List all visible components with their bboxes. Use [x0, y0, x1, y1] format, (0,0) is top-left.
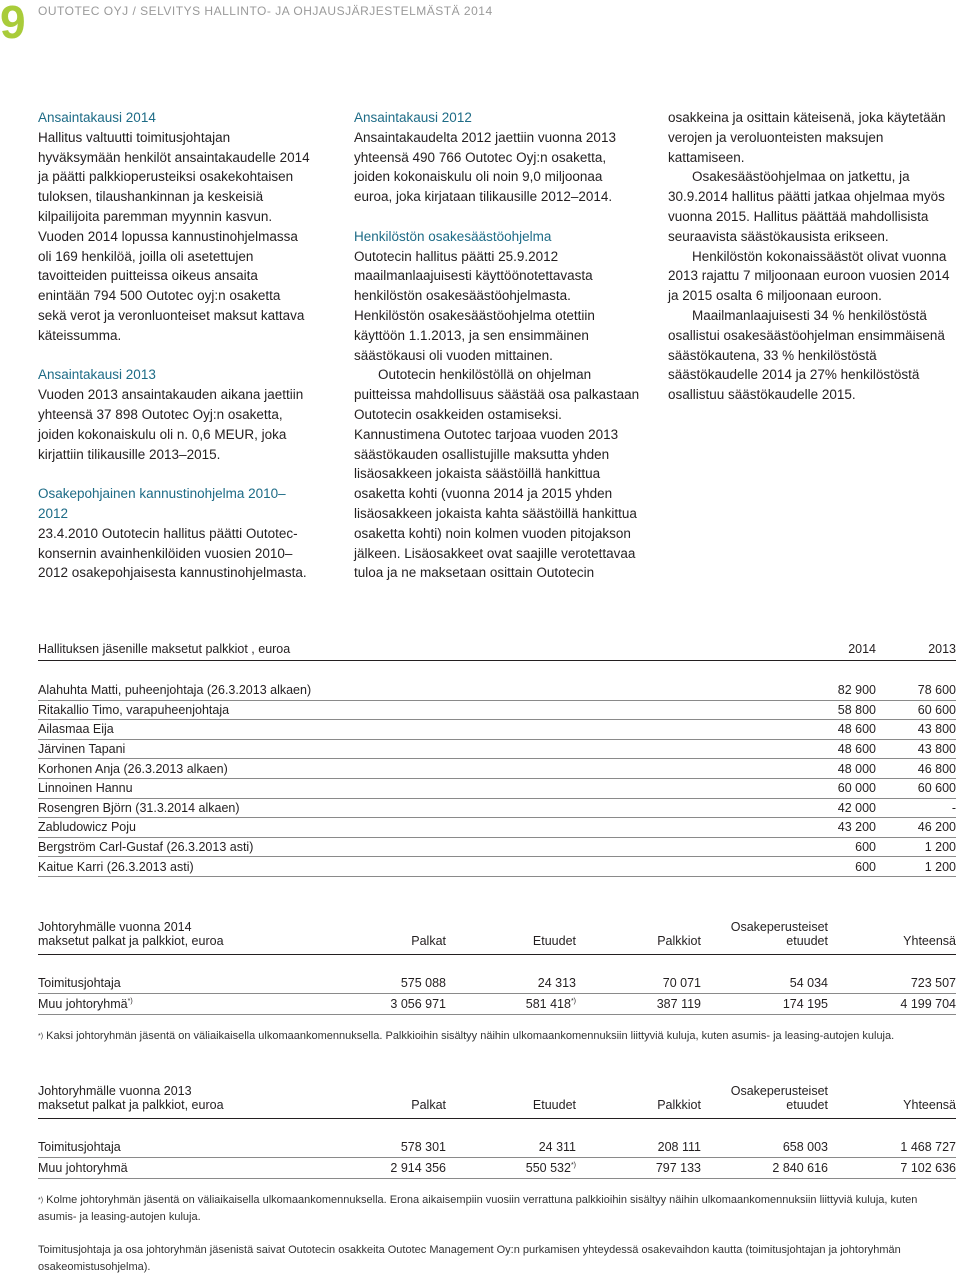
- column-header-2013: 2013: [928, 642, 956, 656]
- column-header-palkat: Palkat: [411, 1098, 446, 1112]
- heading-osakesaastoohjelma: Henkilöstön osakesäästöohjelma: [354, 228, 552, 244]
- closing-note: Toimitusjohtaja ja osa johtoryhmän jäsenistä saivat Outotecin osakkeita Outotec Management Oy:n purkamisen yhteydessä osakevaihdon kautta (toimitusjohtajan ja johtoryhmän osakeomistusohjelma).: [38, 1244, 901, 1273]
- column-header-etuudet: Etuudet: [532, 1098, 576, 1112]
- page-number: 9: [0, 0, 24, 48]
- table-row: Bergström Carl-Gustaf (26.3.2013 asti) 600 1 200: [38, 837, 956, 857]
- table-row: Muu johtoryhmä*) 3 056 971 581 418*) 387 119 174 195 4 199 704: [38, 994, 956, 1015]
- footnote-2014: *) Kaksi johtoryhmän jäsentä on väliaikaisella ulkomaankomennuksella. Palkkioihin sisältyy näihin ulkomaankomennuksiin liittyviä kuluja, kuten asumis- ja leasing-autojen kuluja.: [38, 1030, 895, 1042]
- text-column-2: [354, 108, 640, 583]
- table-row: Zabludowicz Poju 43 200 46 200: [38, 818, 956, 838]
- table-title-line1: Johtoryhmälle vuonna 2014: [38, 920, 192, 934]
- footnote-mark: *): [570, 998, 576, 1005]
- heading-ansaintakausi-2013: Ansaintakausi 2013: [38, 367, 156, 383]
- column-header-osake-line2: etuudet: [786, 934, 828, 948]
- column-header-osake-line1: Osakeperusteiset: [730, 1084, 828, 1098]
- table-title: Hallituksen jäsenille maksetut palkkiot , euroa: [38, 642, 291, 656]
- table-row: Alahuhta Matti, puheenjohtaja (26.3.2013 alkaen) 82 900 78 600: [38, 681, 956, 700]
- paragraph: 23.4.2010 Outotecin hallitus päätti Outotec-konsernin avainhenkilöiden vuosien 2010–2012 osakepohjaisesta kannustinohjelmasta.: [38, 525, 307, 581]
- table-row: Rosengren Björn (31.3.2014 alkaen) 42 000 -: [38, 798, 956, 818]
- management-pay-2013-table: [38, 1084, 956, 1179]
- table-row: Ritakallio Timo, varapuheenjohtaja 58 800 60 600: [38, 700, 956, 720]
- board-fees-table: [38, 638, 956, 877]
- heading-ansaintakausi-2012: Ansaintakausi 2012: [354, 110, 472, 125]
- text-column-3: [668, 108, 956, 405]
- heading-kannustinohjelma-2010-2012: Osakepohjainen kannustinohjelma 2010–2012: [38, 486, 286, 521]
- table-title-line1: Johtoryhmälle vuonna 2013: [38, 1084, 192, 1098]
- paragraph: Hallitus valtuutti toimitusjohtajan hyväksymään henkilöt ansaintakaudelle 2014 ja päätti palkkioperusteiksi osakekohtaisen tuloksen, tilaushankinnan ja keskeisiä kilpailijoita paremman myynnin kasvun. Vuoden 2014 lopussa kannustinohjelmassa oli 169 henkilöä, joilla oli asetettujen tavoitteiden puitteissa oikeus ansaita enintään 794 500 Outotec oyj:n osaketta sekä verot ja veronluonteiset maksut kattava käteissumma.: [38, 129, 310, 343]
- column-header-etuudet: Etuudet: [532, 934, 576, 948]
- paragraph: Ansaintakaudelta 2012 jaettiin vuonna 2013 yhteensä 490 766 Outotec Oyj:n osaketta, joiden kokonaiskulu oli noin 9,0 miljoonaa euroa, joka kirjataan tilikausille 2012–2014.: [354, 129, 616, 205]
- footnote-mark: *): [570, 1162, 576, 1169]
- management-pay-2014-table: [38, 920, 956, 1015]
- table-title-line2: maksetut palkat ja palkkiot, euroa: [38, 934, 224, 948]
- paragraph: Vuoden 2013 ansaintakauden aikana jaettiin yhteensä 37 898 Outotec Oyj:n osaketta, joiden kokonaiskulu oli n. 0,6 MEUR, joka kirjattiin tilikausille 2013–2015.: [38, 387, 304, 462]
- column-header-yhteensa: Yhteensä: [903, 934, 956, 948]
- table-row: Muu johtoryhmä 2 914 356 550 532*) 797 133 2 840 616 7 102 636: [38, 1158, 956, 1179]
- table-row: Kaitue Karri (26.3.2013 asti) 600 1 200: [38, 857, 956, 877]
- paragraph: Outotecin henkilöstöllä on ohjelman puitteissa mahdollisuus säästää osa palkastaan Outotecin osakkeiden ostamiseksi. Kannustimena Outotec tarjoaa vuoden 2013 säästökauden osallistujille maksutta yhden lisäosakkeen jokaista säästöillä hankittua osaketta kohti (vuonna 2014 ja 2015 yhden lisäosakkeen jokaista kahta säästöillä hankittua osaketta kohti) noin kolmen vuoden pitojakson jälkeen. Lisäosakkeet ovat saajille verotettavaa tuloa ja ne maksetaan osittain Outotecin: [354, 367, 640, 581]
- running-header: OUTOTEC OYJ / SELVITYS HALLINTO- JA OHJAUSJÄRJESTELMÄSTÄ 2014: [38, 4, 493, 18]
- column-header-palkkiot: Palkkiot: [657, 934, 701, 948]
- paragraph: Osakesäästöohjelmaa on jatkettu, ja 30.9.2014 hallitus päätti jatkaa ohjelmaa myös vuonna 2015. Hallitus päättää mahdollisista seuraavista säästökausista erikseen.: [668, 169, 945, 244]
- table-row: Järvinen Tapani 48 600 43 800: [38, 739, 956, 759]
- table-header-row: [38, 638, 956, 661]
- paragraph: Henkilöstön kokonaissäästöt olivat vuonna 2013 rajattu 7 miljoonaan euroon vuosien 2014 ja 2015 osalta 6 miljoonaan euroon.: [668, 248, 950, 304]
- footnote-2013: *) Kolme johtoryhmän jäsentä on väliaikaisella ulkomaankomennuksella. Erona aikaisempiin vuosiin verrattuna palkkioihin sisältyy näihin ulkomaankomennuksiin liittyviä kuluja, kuten asumis- ja leasing-autojen kuluja.: [38, 1194, 918, 1223]
- table-row: Korhonen Anja (26.3.2013 alkaen) 48 000 46 800: [38, 759, 956, 779]
- column-header-palkat: Palkat: [411, 934, 446, 948]
- text-columns: [38, 108, 956, 608]
- paragraph: Maailmanlaajuisesti 34 % henkilöstöstä osallistui osakesäästöohjelman ensimmäisenä säästökautena, 33 % henkilöstöstä säästökaudelle 2014 ja 27% henkilöstöstä osallistuu säästökaudelle 2015.: [668, 307, 945, 403]
- text-column-1: [38, 108, 310, 583]
- footnote-mark: *): [127, 998, 133, 1005]
- table-row: Ailasmaa Eija 48 600 43 800: [38, 720, 956, 740]
- column-header-2014: 2014: [848, 642, 876, 656]
- column-header-osake-line2: etuudet: [786, 1098, 828, 1112]
- column-header-palkkiot: Palkkiot: [657, 1098, 701, 1112]
- paragraph: Outotecin hallitus päätti 25.9.2012 maailmanlaajuisesti käyttöönotettavasta henkilöstön osakesäästöohjelmasta. Henkilöstön osakesäästöohjelma otettiin käyttöön 1.1.2013, ja sen ensimmäinen säästökausi oli vuoden mittainen.: [354, 248, 595, 363]
- table-title-line2: maksetut palkat ja palkkiot, euroa: [38, 1098, 224, 1112]
- column-header-yhteensa: Yhteensä: [903, 1098, 956, 1112]
- table-row: Linnoinen Hannu 60 000 60 600: [38, 778, 956, 798]
- table-row: Toimitusjohtaja 578 301 24 311 208 111 658 003 1 468 727: [38, 1137, 956, 1158]
- column-header-osake-line1: Osakeperusteiset: [730, 920, 828, 934]
- paragraph: osakkeina ja osittain käteisenä, joka käytetään verojen ja veroluonteisten maksujen kattamiseen.: [668, 110, 946, 165]
- heading-ansaintakausi-2014: Ansaintakausi 2014: [38, 110, 156, 125]
- table-row: Toimitusjohtaja 575 088 24 313 70 071 54 034 723 507: [38, 973, 956, 994]
